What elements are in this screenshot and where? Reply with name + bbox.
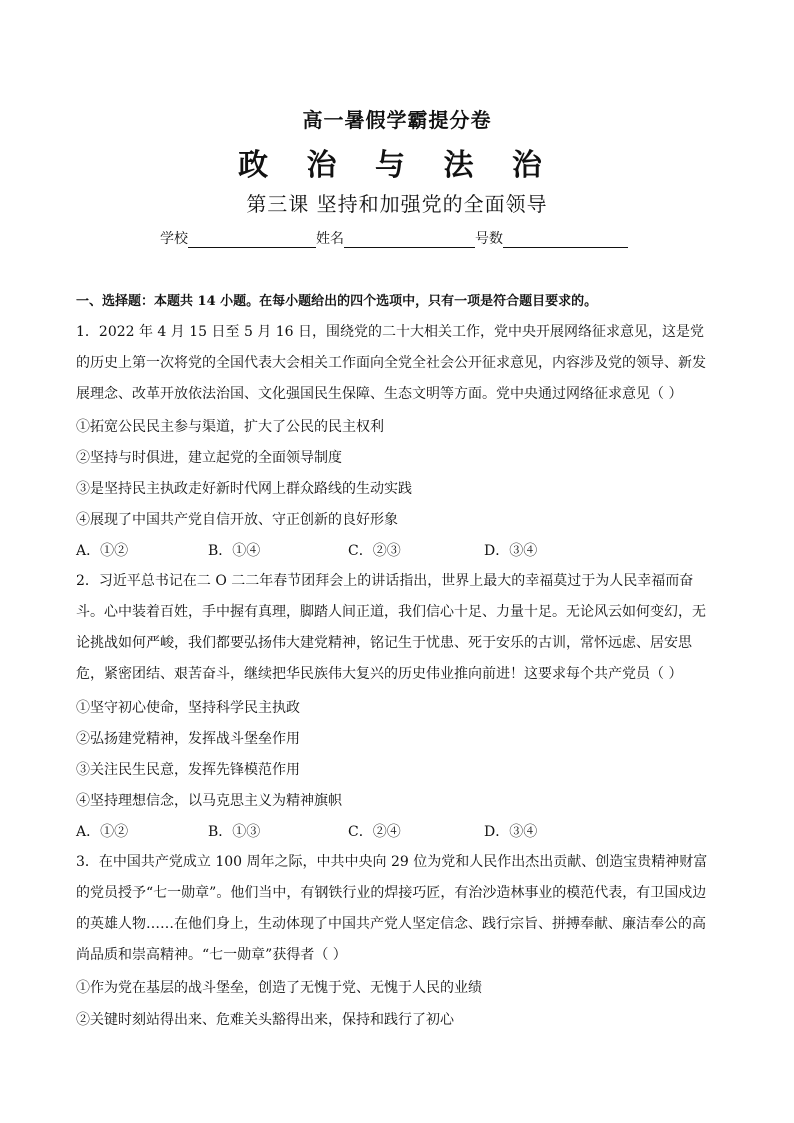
question-1-option: ④展现了中国共产党自信开放、守正创新的良好形象 — [76, 512, 398, 528]
question-1-option: ③是坚持民主执政走好新时代网上群众路线的生动实践 — [76, 481, 412, 497]
section-heading: 一、选择题：本题共 14 小题。在每小题给出的四个选项中，只有一项是符合题目要求的。 — [76, 294, 598, 309]
question-3-stem: 3．在中国共产党成立 100 周年之际，中共中央向 29 位为党和人民作出杰出贡献、创造宝贵精神财富的党员授予“七一勋章”。他们当中，有钢铁行业的焊接巧匠，有治沙造林事业的模范代表，有卫国戍边的英雄人物……在他们身上，生动体现了中国共产党人坚定信念、践行宗旨、拼搏奉献、廉洁奉公的高尚品质和崇高精神。“七一勋章”获得者（ ） — [76, 854, 708, 963]
number-field[interactable] — [503, 231, 628, 248]
question-1-option: ①拓宽公民民主参与渠道，扩大了公民的民主权利 — [76, 419, 384, 435]
question-3-option: ①作为党在基层的战斗堡垒，创造了无愧于党、无愧于人民的业绩 — [76, 980, 482, 996]
choice-b[interactable]: B．①④ — [208, 543, 261, 559]
choice-d[interactable]: D．③④ — [484, 543, 538, 559]
student-info-row — [160, 228, 628, 248]
choice-b[interactable]: B．①③ — [208, 824, 261, 840]
question-2-option: ②弘扬建党精神，发挥战斗堡垒作用 — [76, 731, 300, 747]
choice-a[interactable]: A．①② — [76, 824, 129, 840]
choice-d[interactable]: D．③④ — [484, 824, 538, 840]
question-2-stem: 2．习近平总书记在二 O 二二年春节团拜会上的讲话指出，世界上最大的幸福莫过于为人民幸福而奋斗。心中装着百姓，手中握有真理，脚踏人间正道，我们信心十足、力量十足。无论风云如何变幻，无论挑战如何严峻，我们都要弘扬伟大建党精神，铭记生于忧患、死于安乐的古训，常怀远虑、居安思危，紧密团结、艰苦奋斗，继续把华民族伟大复兴的历史伟业推向前进！这要求每个共产党员（ ） — [76, 573, 706, 682]
number-label: 号数 — [475, 231, 503, 247]
name-label: 姓名 — [316, 231, 344, 247]
subject-title: 政 治 与 法 治 — [238, 148, 556, 183]
choice-a[interactable]: A．①② — [76, 543, 129, 559]
question-1-stem: 1．2022 年 4 月 15 日至 5 月 16 日，围绕党的二十大相关工作，党中央开展网络征求意见，这是党的历史上第一次将党的全国代表大会相关工作面向全党全社会公开征求意见，内容涉及党的领导、新发展理念、改革开放依法治国、文化强国民生保障、生态文明等方面。党中央通过网络征求意见（ ） — [76, 324, 706, 402]
school-label: 学校 — [160, 231, 188, 247]
exam-title: 高一暑假学霸提分卷 — [302, 108, 492, 132]
name-field[interactable] — [344, 231, 475, 248]
lesson-title: 第三课 坚持和加强党的全面领导 — [246, 192, 548, 216]
question-2-option: ③关注民生民意，发挥先锋模范作用 — [76, 762, 300, 778]
question-1-option: ②坚持与时俱进，建立起党的全面领导制度 — [76, 450, 342, 466]
school-field[interactable] — [188, 231, 316, 248]
question-2-option: ④坚持理想信念，以马克思主义为精神旗帜 — [76, 793, 342, 809]
question-3-option: ②关键时刻站得出来、危难关头豁得出来，保持和践行了初心 — [76, 1012, 454, 1028]
question-2-option: ①坚守初心使命，坚持科学民主执政 — [76, 700, 300, 716]
choice-c[interactable]: C．②④ — [348, 824, 401, 840]
choice-c[interactable]: C．②③ — [348, 543, 401, 559]
